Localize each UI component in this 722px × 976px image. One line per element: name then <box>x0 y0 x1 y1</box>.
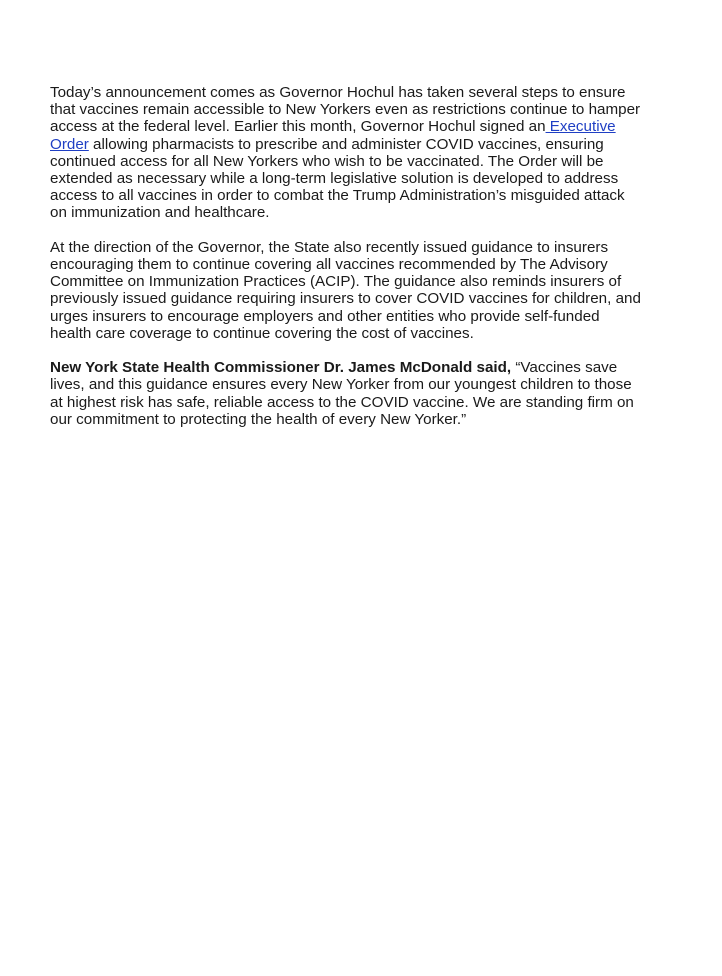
text-line: at highest risk has safe, reliable access to the COVID vaccine. We are standing firm on <box>50 393 634 411</box>
text-line: on immunization and healthcare. <box>50 204 270 222</box>
text-line: Today’s announcement comes as Governor Hochul has taken several steps to ensure <box>50 84 626 101</box>
text-line: At the direction of the Governor, the State also recently issued guidance to insurers <box>50 238 609 256</box>
text-segment: access at the federal level. Earlier this month, Governor Hochul signed an <box>50 118 546 136</box>
text-segment: allowing pharmacists to prescribe and administer COVID vaccines, ensuring <box>88 135 604 153</box>
text-line: health care coverage to continue covering the cost of vaccines. <box>50 324 474 342</box>
text-line: our commitment to protecting the health of every New Yorker.” <box>50 410 467 428</box>
text-line: continued access for all New Yorkers who wish to be vaccinated. The Order will be <box>50 152 604 170</box>
quote-speaker: New York State Health Commissioner Dr. James McDonald said, <box>50 359 512 377</box>
paragraph-insurer-guidance <box>50 239 670 342</box>
paragraph-commissioner-quote <box>50 359 670 428</box>
text-line: Committee on Immunization Practices (ACIP). The guidance also reminds insurers of <box>50 273 622 291</box>
text-line <box>50 359 670 376</box>
paragraph-announcement <box>50 84 670 222</box>
text-line <box>50 118 670 135</box>
text-line: encouraging them to continue covering all vaccines recommended by The Advisory <box>50 256 608 274</box>
text-line: previously issued guidance requiring insurers to cover COVID vaccines for children, and <box>50 290 641 308</box>
text-segment: “Vaccines save <box>511 359 618 377</box>
document-page <box>50 84 670 445</box>
text-line: lives, and this guidance ensures every New Yorker from our youngest children to those <box>50 376 632 394</box>
executive-order-link-part2[interactable]: Order <box>50 135 89 153</box>
text-line: access to all vaccines in order to combat the Trump Administration’s misguided attack <box>50 187 625 205</box>
text-line: extended as necessary while a long-term legislative solution is developed to address <box>50 170 619 188</box>
text-line: that vaccines remain accessible to New Yorkers even as restrictions continue to hamper <box>50 101 641 119</box>
text-line: urges insurers to encourage employers and other entities who provide self-funded <box>50 307 600 325</box>
text-line <box>50 136 670 153</box>
executive-order-link-part1[interactable]: Executive <box>545 118 616 136</box>
